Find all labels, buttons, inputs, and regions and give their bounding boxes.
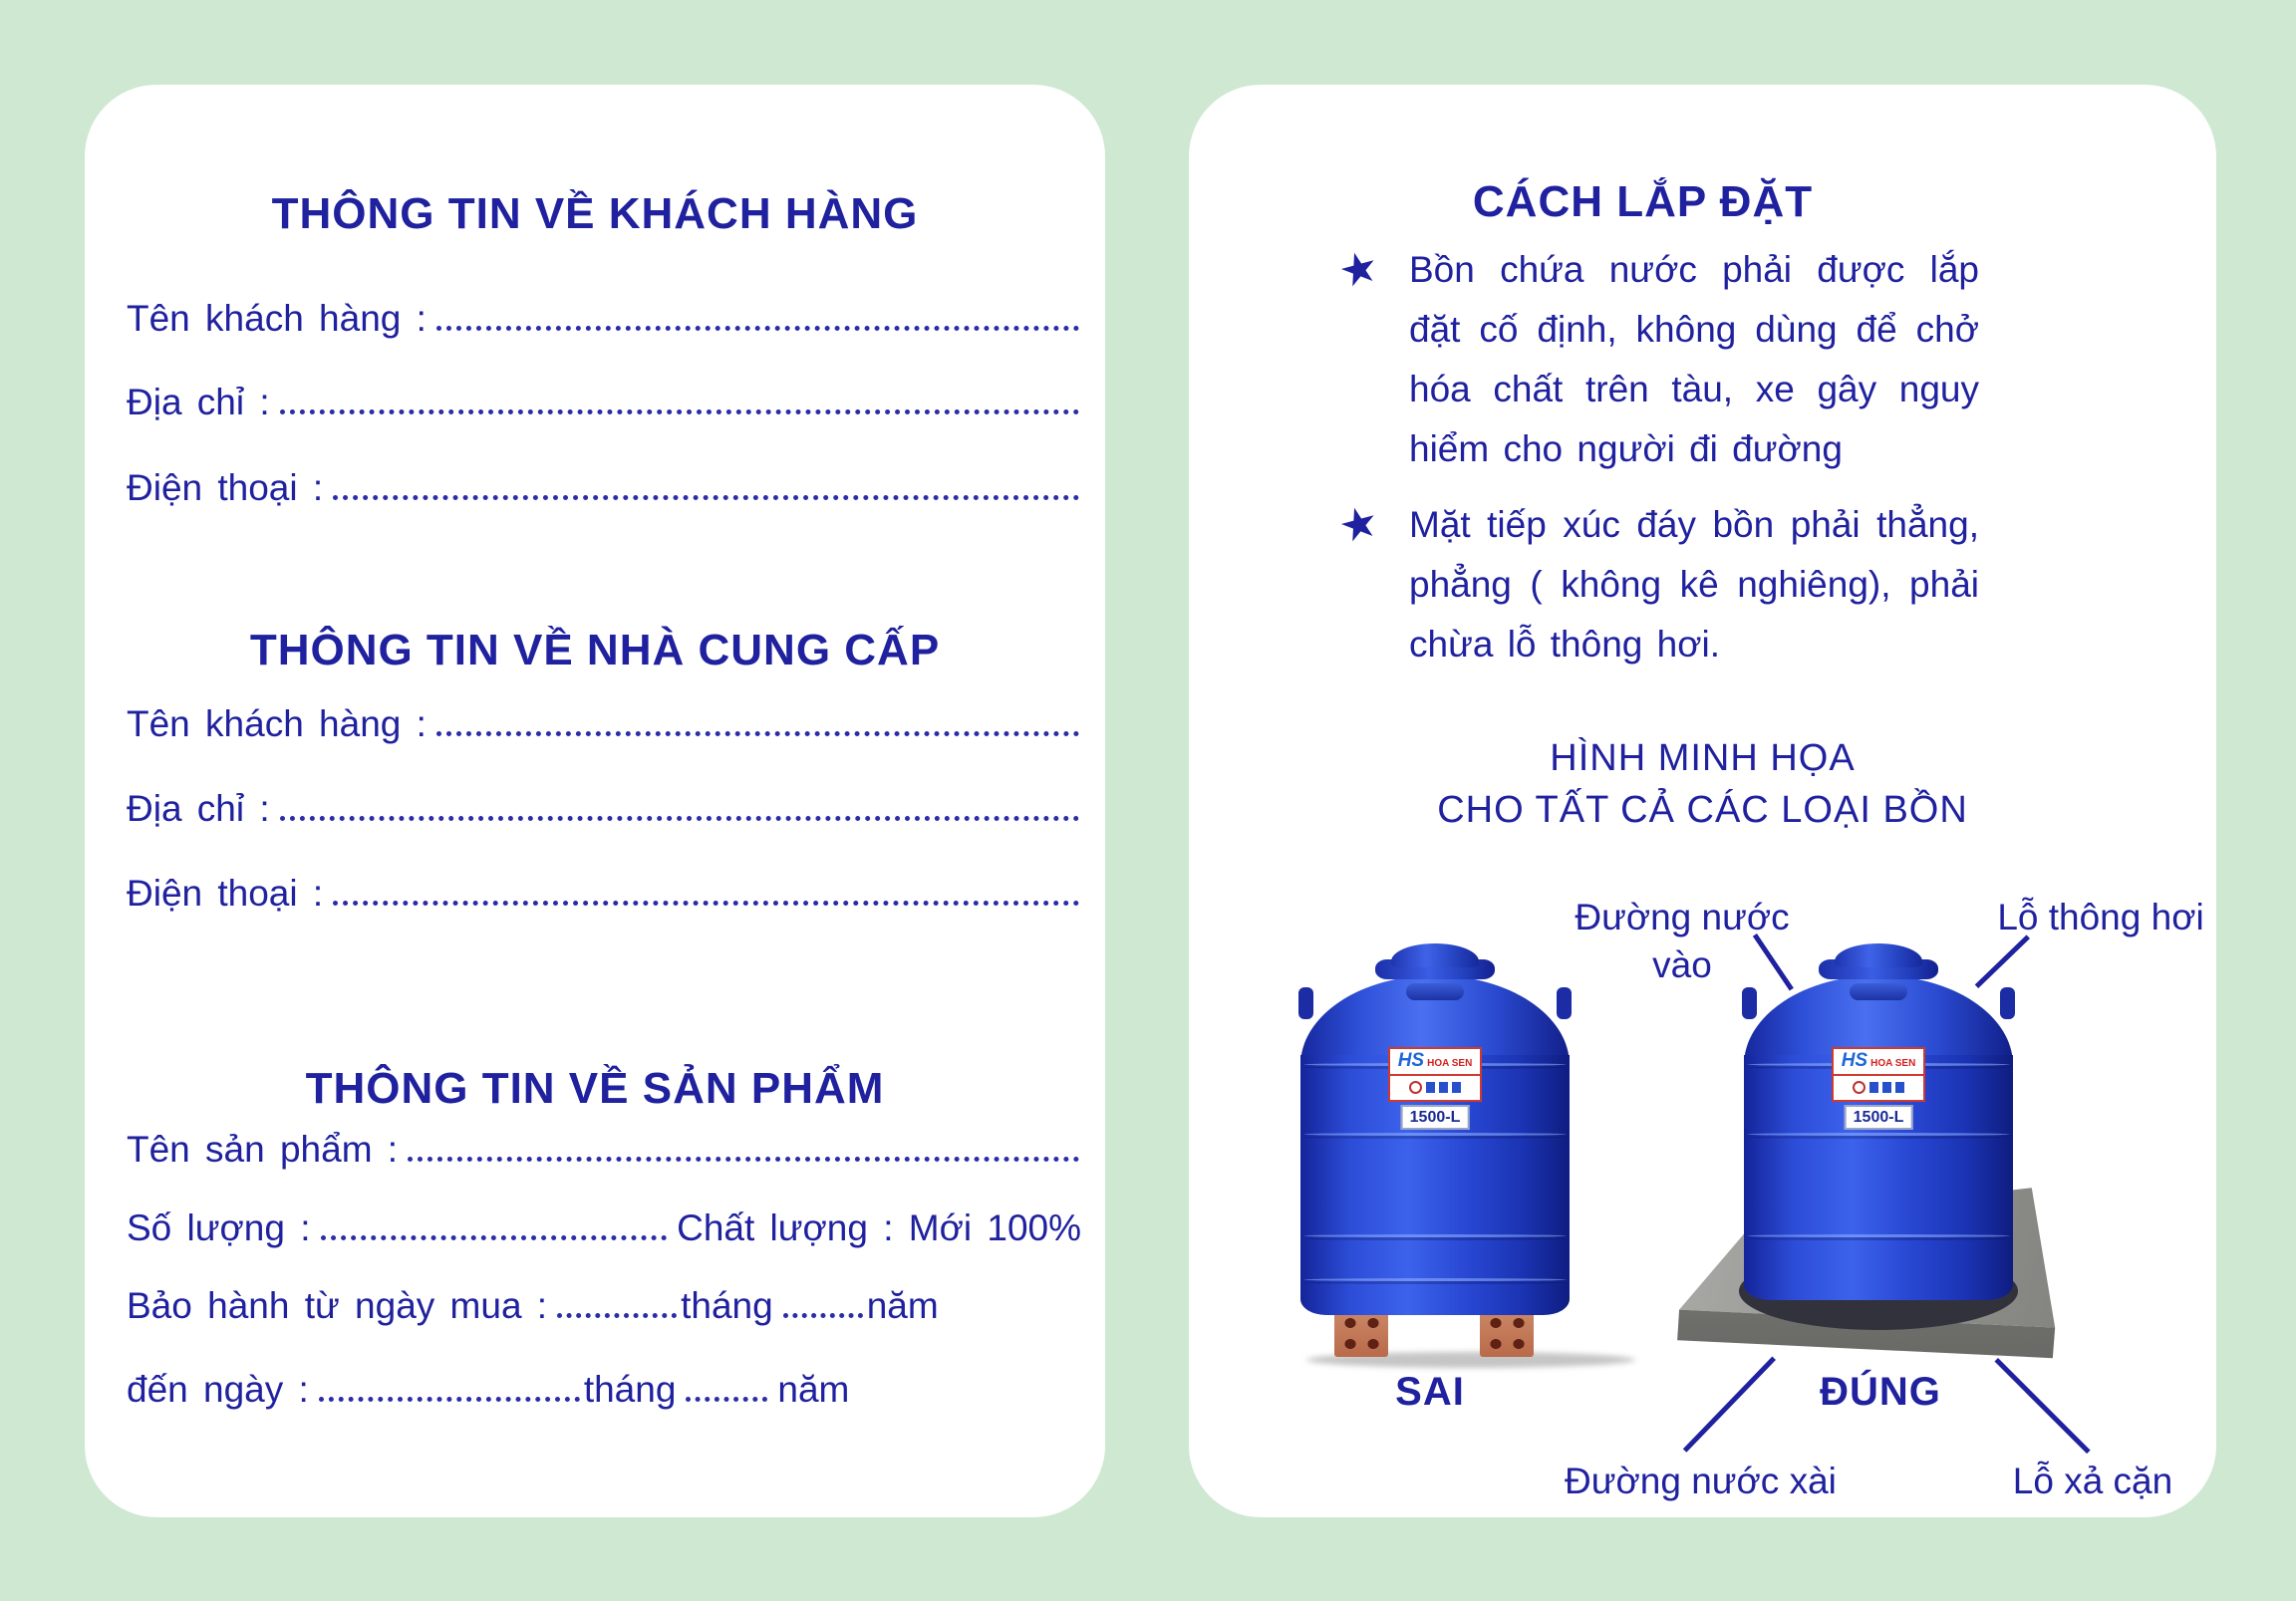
star-icon: ★ [1333, 240, 1384, 299]
customer-name-field [127, 282, 1081, 340]
tank-pictogram-icon [1426, 1082, 1435, 1093]
quantity-label: Số lượng : [127, 1207, 311, 1248]
supplier-phone-blank [333, 901, 1079, 906]
product-name-blank [408, 1157, 1079, 1162]
tank-pictogram-icon [1439, 1082, 1448, 1093]
illustration-title-line1: HÌNH MINH HỌA [1550, 737, 1856, 779]
customer-address-field [127, 366, 1081, 423]
warranty-from-label: Bảo hành từ ngày mua : [127, 1285, 548, 1326]
customer-phone-blank [333, 495, 1079, 500]
warranty-to-day-blank [319, 1397, 580, 1402]
water-tank-correct [1744, 941, 2013, 1300]
install-section-title: CÁCH LẮP ĐẶT [1472, 176, 1814, 226]
supplier-address-blank [280, 816, 1079, 821]
vent-hole-label: Lỗ thông hơi [1997, 897, 2204, 937]
customer-phone-label: Điện thoại : [127, 467, 324, 508]
customer-name-label: Tên khách hàng : [127, 298, 427, 339]
customer-phone-field [127, 451, 1081, 509]
warranty-to-year-label: năm [777, 1369, 850, 1410]
tank-pictogram-icon [1452, 1082, 1461, 1093]
tank-handle-icon [2000, 987, 2015, 1019]
warranty-from-year-label: năm [866, 1285, 939, 1326]
install-bullet-1 [1333, 240, 1979, 479]
warranty-from-field [127, 1269, 1081, 1327]
supplier-address-field [127, 772, 1081, 830]
tank-handle-icon [1557, 987, 1572, 1019]
quantity-blank [321, 1235, 668, 1240]
tank-brand-label [1832, 1047, 1925, 1102]
tank-pictogram-icon [1882, 1082, 1891, 1093]
correct-label: ĐÚNG [1820, 1370, 1941, 1414]
customer-name-blank [436, 326, 1079, 331]
customer-address-label: Địa chỉ : [127, 382, 270, 422]
supplier-name-field [127, 687, 1081, 745]
warranty-from-month-blank [783, 1313, 863, 1318]
supplier-phone-field [127, 857, 1081, 915]
quality-label: Chất lượng : Mới 100% [677, 1207, 1081, 1248]
customer-address-blank [280, 409, 1079, 414]
drain-hole-label: Lỗ xả cặn [2012, 1461, 2173, 1501]
warranty-to-month-blank [686, 1397, 767, 1402]
tank-handle-icon [1742, 987, 1757, 1019]
tank-pictogram-icon [1869, 1082, 1878, 1093]
tank-pictogram-icon [1895, 1082, 1904, 1093]
warranty-to-field [127, 1353, 1081, 1411]
certification-stamp-icon [1409, 1081, 1422, 1094]
water-inlet-label: Đường nước vào [1575, 897, 1790, 985]
supplier-name-label: Tên khách hàng : [127, 703, 427, 744]
warranty-from-month-label: tháng [681, 1285, 773, 1326]
supplier-section-title: THÔNG TIN VỀ NHÀ CUNG CẤP [249, 625, 941, 674]
install-bullet-2 [1333, 495, 1979, 674]
tank-brand-label [1388, 1047, 1482, 1102]
product-name-label: Tên sản phẩm : [127, 1129, 399, 1170]
warranty-to-month-label: tháng [583, 1369, 677, 1410]
tank-cap-icon [1835, 943, 1922, 967]
certification-stamp-icon [1853, 1081, 1866, 1094]
install-bullet-1-text: Bồn chứa nước phải được lắp đặt cố định, không dùng để chở hóa chất trên tàu, xe gây nguy hiểm cho người đi đường [1409, 249, 1979, 469]
supplier-address-label: Địa chỉ : [127, 788, 270, 829]
product-name-field [127, 1113, 1081, 1171]
warranty-to-label: đến ngày : [127, 1369, 309, 1410]
install-instructions [1333, 240, 1979, 690]
illustration-title [1189, 732, 2216, 836]
tank-capacity-badge: 1500-L [1845, 1105, 1913, 1130]
tank-brand-abbr: HS [1841, 1050, 1868, 1071]
install-bullet-2-text: Mặt tiếp xúc đáy bồn phải thẳng, phẳng ( không kê nghiêng), phải chừa lỗ thông hơi. [1409, 504, 1979, 665]
tank-handle-icon [1298, 987, 1313, 1019]
warranty-from-day-blank [557, 1313, 677, 1318]
product-section-title: THÔNG TIN VỀ SẢN PHẨM [305, 1063, 885, 1113]
star-icon: ★ [1333, 495, 1384, 554]
pointer-line-drain-hole [1994, 1358, 2090, 1454]
quantity-quality-field [127, 1192, 1081, 1249]
pointer-line-water-outlet [1683, 1357, 1776, 1453]
install-panel [1189, 85, 2216, 1517]
tank-brand-name: HOA SEN [1870, 1058, 1916, 1069]
supplier-name-blank [436, 731, 1079, 736]
tank-brand-name: HOA SEN [1427, 1058, 1473, 1069]
info-panel [85, 85, 1105, 1517]
supplier-phone-label: Điện thoại : [127, 873, 324, 914]
water-outlet-label: Đường nước xài [1565, 1461, 1837, 1501]
tank-cap-icon [1391, 943, 1479, 967]
tank-capacity-badge: 1500-L [1401, 1105, 1470, 1130]
water-tank-wrong [1300, 941, 1570, 1315]
wrong-label: SAI [1395, 1370, 1465, 1414]
illustration-title-line2: CHO TẤT CẢ CÁC LOẠI BỒN [1437, 789, 1968, 831]
tank-brand-abbr: HS [1397, 1050, 1425, 1071]
tank-notch [1406, 983, 1464, 1000]
customer-section-title: THÔNG TIN VỀ KHÁCH HÀNG [271, 188, 919, 238]
tank-notch [1850, 983, 1907, 1000]
